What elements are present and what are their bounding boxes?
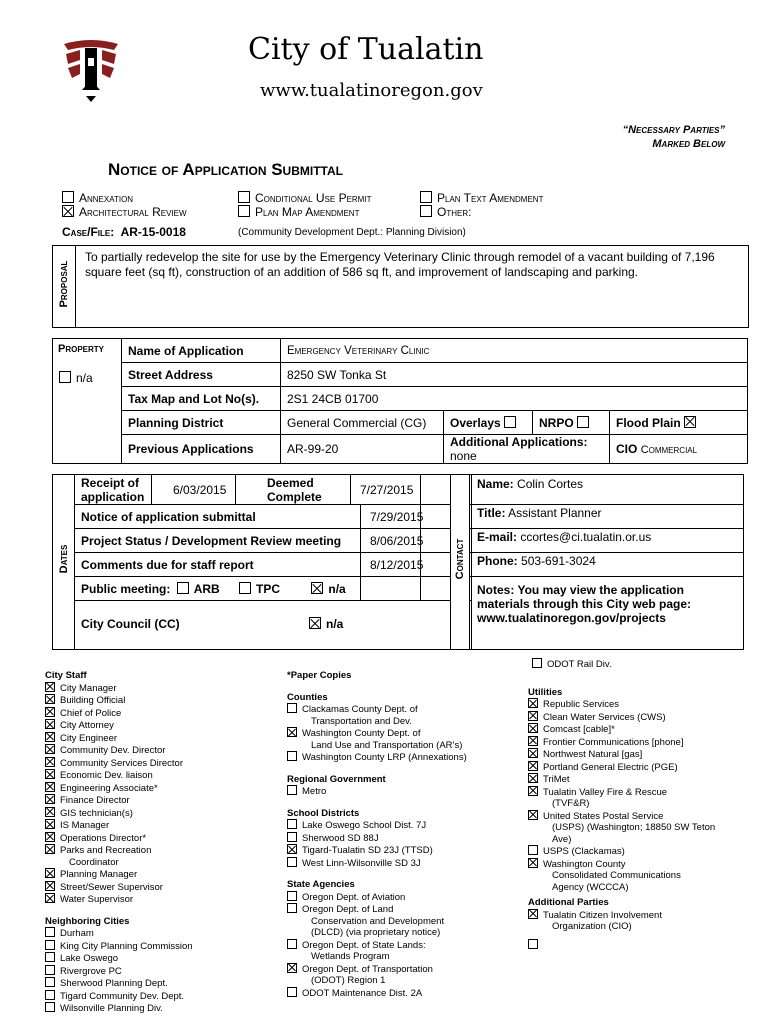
united-states-postal-service-checkbox[interactable] — [528, 810, 538, 820]
tigard-tualatin-sd-23j-ttsd-checkbox[interactable] — [287, 844, 297, 854]
city-name: City of Tualatin — [248, 32, 484, 67]
frontier-communications-phone-item[interactable]: Frontier Communications [phone] — [528, 736, 758, 749]
contact-label-cell — [451, 475, 470, 649]
parks-and-recreation-item[interactable]: Parks and Recreation — [45, 844, 265, 857]
public-na-checkbox[interactable] — [311, 582, 323, 594]
case-number: AR-15-0018 — [120, 225, 186, 239]
comments-due-label: Comments due for staff report — [81, 558, 254, 572]
proposal-label: Proposal — [58, 260, 70, 308]
washington-county-lrp-annexations-checkbox[interactable] — [287, 751, 297, 761]
united-states-postal-service-item[interactable]: United States Postal Service — [528, 810, 758, 823]
property-na-checkbox[interactable] — [59, 371, 71, 383]
annexation-checkbox[interactable] — [62, 191, 74, 203]
oregon-dept-of-transportation-checkbox[interactable] — [287, 963, 297, 973]
tigard-community-dev-dept-item[interactable]: Tigard Community Dev. Dept. — [45, 990, 265, 1003]
property-label: Property — [58, 343, 105, 355]
city-website[interactable]: www.tualatinoregon.gov — [260, 80, 483, 101]
king-city-planning-commission-checkbox[interactable] — [45, 940, 55, 950]
oregon-dept-of-transportation-item[interactable]: Oregon Dept. of Transportation — [287, 963, 517, 976]
economic-dev-liaison-checkbox[interactable] — [45, 769, 55, 779]
clackamas-county-dept-of-checkbox[interactable] — [287, 703, 297, 713]
operations-director-item[interactable]: Operations Director* — [45, 832, 265, 845]
type-architectural-review[interactable]: Architectural Review — [62, 205, 187, 219]
coordinator-item: Coordinator — [69, 856, 119, 868]
usps-washington-18850-sw-teton-item: (USPS) (Washington; 18850 SW Teton — [552, 822, 716, 833]
oregon-dept-of-state-lands-checkbox[interactable] — [287, 939, 297, 949]
lake-oswego-item[interactable]: Lake Oswego — [45, 952, 265, 965]
dlcd-via-proprietary-notice-item: (DLCD) (via proprietary notice) — [311, 927, 441, 938]
wetlands-program-item: Wetlands Program — [311, 951, 390, 962]
usps-clackamas-item[interactable]: USPS (Clackamas) — [528, 845, 758, 858]
state-agencies-header: State Agencies — [287, 879, 355, 890]
odot-maintenance-dist-2a-item[interactable]: ODOT Maintenance Dist. 2A — [287, 987, 517, 1000]
comcast-cable-checkbox[interactable] — [528, 723, 538, 733]
comments-due-value: 8/12/2015 — [370, 558, 424, 572]
cio-cell: CIO Commercial — [610, 435, 748, 464]
case-note: (Community Development Dept.: Planning Division) — [238, 227, 466, 238]
notice-title: Notice of Application Submittal — [108, 160, 343, 179]
tualatin-citizen-involvement-item[interactable]: Tualatin Citizen Involvement — [528, 909, 758, 922]
plan-text-checkbox[interactable] — [420, 191, 432, 203]
arb-checkbox[interactable] — [177, 582, 189, 594]
type-conditional-use[interactable]: Conditional Use Permit — [238, 191, 371, 205]
community-services-director-item[interactable]: Community Services Director — [45, 757, 265, 770]
dates-label: Dates — [58, 544, 70, 574]
water-supervisor-checkbox[interactable] — [45, 893, 55, 903]
washington-county-dept-of-item[interactable]: Washington County Dept. of — [287, 727, 517, 740]
city-logo — [60, 36, 122, 102]
northwest-natural-gas-item[interactable]: Northwest Natural [gas] — [528, 748, 758, 761]
property-row-previous: Previous Applications AR-99-20 Additional Applications: none CIO Commercial — [122, 435, 748, 464]
property-row-name: Name of Application Emergency Veterinary Clinic — [122, 339, 748, 363]
necessary-parties-line2: Marked Below — [652, 138, 725, 150]
property-label-cell — [52, 338, 122, 464]
receipt-label: Receipt of application — [81, 476, 145, 504]
king-city-planning-commission-item[interactable]: King City Planning Commission — [45, 940, 265, 953]
oregon-dept-of-state-lands-item[interactable]: Oregon Dept. of State Lands: — [287, 939, 517, 952]
oregon-dept-of-land-item[interactable]: Oregon Dept. of Land — [287, 903, 517, 916]
oregon-dept-of-aviation-item[interactable]: Oregon Dept. of Aviation — [287, 891, 517, 904]
west-linn-wilsonville-sd-3j-item[interactable]: West Linn-Wilsonville SD 3J — [287, 857, 517, 870]
plan-map-checkbox[interactable] — [238, 205, 250, 217]
utilities-header: Utilities — [528, 686, 563, 698]
architectural-review-checkbox[interactable] — [62, 205, 74, 217]
contact-notes: Notes: You may view the application materials through this City web page: www.tualatinoregon.gov/projects — [477, 583, 692, 625]
agency-wccca-item: Agency (WCCCA) — [552, 881, 629, 893]
city-attorney-checkbox[interactable] — [45, 719, 55, 729]
finance-director-checkbox[interactable] — [45, 794, 55, 804]
gis-technician-s-checkbox[interactable] — [45, 807, 55, 817]
other-checkbox[interactable] — [420, 205, 432, 217]
nrpo-checkbox[interactable] — [577, 416, 589, 428]
proposal-label-cell — [53, 246, 76, 327]
durham-item[interactable]: Durham — [45, 927, 265, 940]
paper-copies-header: *Paper Copies — [287, 670, 352, 681]
portland-general-electric-pge-item[interactable]: Portland General Electric (PGE) — [528, 761, 758, 774]
sherwood-planning-dept-item[interactable]: Sherwood Planning Dept. — [45, 977, 265, 990]
land-use-and-transportation-ar-s-item: Land Use and Transportation (AR’s) — [311, 739, 463, 751]
lake-oswego-school-dist-7j-checkbox[interactable] — [287, 819, 297, 829]
washington-county-checkbox[interactable] — [528, 858, 538, 868]
nrpo-cell[interactable]: NRPO — [533, 411, 610, 435]
finance-director-item[interactable]: Finance Director — [45, 794, 265, 807]
blank-checkbox[interactable] — [528, 939, 538, 949]
proposal-text: To partially redevelop the site for use by the Emergency Veterinary Clinic through remodel of a vacant building of 7,196 square feet (sq ft), construction of an addition of 586 sq ft, and improvement of landscaping and parking. — [85, 250, 715, 279]
comcast-cable-item[interactable]: Comcast [cable]* — [528, 723, 758, 736]
ave-item: Ave) — [552, 833, 572, 845]
chief-of-police-checkbox[interactable] — [45, 707, 55, 717]
wilsonville-planning-div-checkbox[interactable] — [45, 1002, 55, 1012]
transportation-and-dev-item: Transportation and Dev. — [311, 715, 412, 727]
odot-rail-div-checkbox[interactable] — [532, 658, 542, 668]
clean-water-services-cws-item[interactable]: Clean Water Services (CWS) — [528, 711, 758, 724]
gis-technician-s-item[interactable]: GIS technician(s) — [45, 807, 265, 820]
sherwood-sd-88j-item[interactable]: Sherwood SD 88J — [287, 832, 517, 845]
city-engineer-item[interactable]: City Engineer — [45, 732, 265, 745]
city-council-na[interactable]: n/a — [309, 617, 343, 631]
clean-water-services-cws-checkbox[interactable] — [528, 711, 538, 721]
dist-col1 — [45, 670, 265, 1015]
property-table — [121, 338, 748, 464]
proposal-box — [52, 245, 749, 328]
project-status-label: Project Status / Development Review meeting — [81, 534, 342, 548]
flood-plain-checkbox[interactable] — [684, 416, 696, 428]
is-manager-item[interactable]: IS Manager — [45, 819, 265, 832]
operations-director-checkbox[interactable] — [45, 832, 55, 842]
northwest-natural-gas-checkbox[interactable] — [528, 748, 538, 758]
rivergrove-pc-checkbox[interactable] — [45, 965, 55, 975]
tigard-tualatin-sd-23j-ttsd-item[interactable]: Tigard-Tualatin SD 23J (TTSD) — [287, 844, 517, 857]
oregon-dept-of-aviation-checkbox[interactable] — [287, 891, 297, 901]
property-row-district: Planning District General Commercial (CG) Overlays NRPO Flood Plain — [122, 411, 748, 435]
durham-checkbox[interactable] — [45, 927, 55, 937]
oregon-dept-of-land-checkbox[interactable] — [287, 903, 297, 913]
planning-manager-item[interactable]: Planning Manager — [45, 868, 265, 881]
notice-submittal-value: 7/29/2015 — [370, 510, 424, 524]
conservation-and-development-item: Conservation and Development — [311, 915, 445, 927]
community-services-director-checkbox[interactable] — [45, 757, 55, 767]
city-council-label: City Council (CC) — [81, 617, 180, 631]
metro-item[interactable]: Metro — [287, 785, 517, 798]
additional-parties-header: Additional Parties — [528, 897, 609, 908]
school-districts-header: School Districts — [287, 807, 360, 819]
rivergrove-pc-item[interactable]: Rivergrove PC — [45, 965, 265, 978]
contact-title: Title: Assistant Planner — [477, 506, 602, 520]
additional-applications: Additional Applications: none — [444, 435, 610, 464]
economic-dev-liaison-item[interactable]: Economic Dev. liaison — [45, 769, 265, 782]
consolidated-communications-item: Consolidated Communications — [552, 870, 681, 881]
west-linn-wilsonville-sd-3j-checkbox[interactable] — [287, 857, 297, 867]
regional-government-header: Regional Government — [287, 773, 386, 785]
dist-col2 — [287, 670, 517, 999]
portland-general-electric-pge-checkbox[interactable] — [528, 761, 538, 771]
dist-col3 — [528, 658, 758, 951]
type-plan-map[interactable]: Plan Map Amendment — [238, 205, 359, 219]
building-official-checkbox[interactable] — [45, 694, 55, 704]
tpc-checkbox[interactable] — [239, 582, 251, 594]
community-dev-director-checkbox[interactable] — [45, 744, 55, 754]
lake-oswego-checkbox[interactable] — [45, 952, 55, 962]
contact-box — [450, 474, 744, 650]
planning-manager-checkbox[interactable] — [45, 868, 55, 878]
city-engineer-checkbox[interactable] — [45, 732, 55, 742]
project-status-value: 8/06/2015 — [370, 534, 424, 548]
type-plan-text[interactable]: Plan Text Amendment — [420, 191, 543, 205]
city-attorney-item[interactable]: City Attorney — [45, 719, 265, 732]
republic-services-checkbox[interactable] — [528, 698, 538, 708]
overlays-checkbox[interactable] — [504, 416, 516, 428]
republic-services-item[interactable]: Republic Services — [528, 698, 758, 711]
case-file: Case/File: AR-15-0018 — [62, 225, 186, 239]
property-row-taxmap: Tax Map and Lot No(s). 2S1 24CB 01700 — [122, 387, 748, 411]
deemed-label: Deemed Complete — [267, 476, 322, 504]
odot-rail-div-item[interactable]: ODOT Rail Div. — [528, 658, 758, 671]
is-manager-checkbox[interactable] — [45, 819, 55, 829]
odot-maintenance-dist-2a-checkbox[interactable] — [287, 987, 297, 997]
blank-item[interactable] — [528, 939, 758, 952]
tualatin-citizen-involvement-checkbox[interactable] — [528, 909, 538, 919]
city-staff-header: City Staff — [45, 670, 87, 681]
dates-box — [52, 474, 472, 650]
chief-of-police-item[interactable]: Chief of Police — [45, 707, 265, 720]
building-official-item[interactable]: Building Official — [45, 694, 265, 707]
necessary-parties-line1: “Necessary Parties” — [622, 124, 725, 136]
counties-header: Counties — [287, 691, 328, 703]
city-manager-item[interactable]: City Manager — [45, 682, 265, 695]
street-sewer-supervisor-item[interactable]: Street/Sewer Supervisor — [45, 881, 265, 894]
tualatin-valley-fire-rescue-item[interactable]: Tualatin Valley Fire & Rescue — [528, 786, 758, 799]
lake-oswego-school-dist-7j-item[interactable]: Lake Oswego School Dist. 7J — [287, 819, 517, 832]
flood-cell[interactable]: Flood Plain — [610, 411, 748, 435]
type-other[interactable]: Other: — [420, 205, 471, 219]
trimet-checkbox[interactable] — [528, 773, 538, 783]
clackamas-county-dept-of-item[interactable]: Clackamas County Dept. of — [287, 703, 517, 716]
water-supervisor-item[interactable]: Water Supervisor — [45, 893, 265, 906]
washington-county-item[interactable]: Washington County — [528, 858, 758, 871]
type-annexation[interactable]: Annexation — [62, 191, 133, 205]
contact-name: Name: Colin Cortes — [477, 477, 584, 491]
engineering-associate-checkbox[interactable] — [45, 782, 55, 792]
frontier-communications-phone-checkbox[interactable] — [528, 736, 538, 746]
washington-county-lrp-annexations-item[interactable]: Washington County LRP (Annexations) — [287, 751, 517, 764]
city-council-na-checkbox[interactable] — [309, 617, 321, 629]
city-manager-checkbox[interactable] — [45, 682, 55, 692]
notice-submittal-label: Notice of application submittal — [81, 510, 256, 524]
engineering-associate-item[interactable]: Engineering Associate* — [45, 782, 265, 795]
parks-and-recreation-checkbox[interactable] — [45, 844, 55, 854]
tigard-community-dev-dept-checkbox[interactable] — [45, 990, 55, 1000]
contact-label: Contact — [454, 538, 466, 580]
public-meeting: Public meeting: ARB TPC n/a — [81, 582, 346, 596]
overlays-cell[interactable]: Overlays — [444, 411, 533, 435]
community-dev-director-item[interactable]: Community Dev. Director — [45, 744, 265, 757]
tualatin-valley-fire-rescue-checkbox[interactable] — [528, 786, 538, 796]
usps-clackamas-checkbox[interactable] — [528, 845, 538, 855]
street-sewer-supervisor-checkbox[interactable] — [45, 881, 55, 891]
receipt-value: 6/03/2015 — [173, 483, 227, 497]
neighboring-cities-header: Neighboring Cities — [45, 915, 130, 927]
metro-checkbox[interactable] — [287, 785, 297, 795]
dates-label-cell — [53, 475, 75, 649]
property-row-street: Street Address 8250 SW Tonka St — [122, 363, 748, 387]
sherwood-planning-dept-checkbox[interactable] — [45, 977, 55, 987]
trimet-item[interactable]: TriMet — [528, 773, 758, 786]
odot-region-1-item: (ODOT) Region 1 — [311, 975, 386, 986]
wilsonville-planning-div-item[interactable]: Wilsonville Planning Div. — [45, 1002, 265, 1015]
contact-phone: Phone: 503-691-3024 — [477, 554, 596, 568]
property-na[interactable]: n/a — [59, 371, 93, 385]
contact-email[interactable]: E-mail: ccortes@ci.tualatin.or.us — [477, 530, 652, 544]
tvf-r-item: (TVF&R) — [552, 798, 590, 809]
deemed-value: 7/27/2015 — [360, 483, 414, 497]
conditional-use-checkbox[interactable] — [238, 191, 250, 203]
washington-county-dept-of-checkbox[interactable] — [287, 727, 297, 737]
sherwood-sd-88j-checkbox[interactable] — [287, 832, 297, 842]
organization-cio-item: Organization (CIO) — [552, 921, 632, 932]
